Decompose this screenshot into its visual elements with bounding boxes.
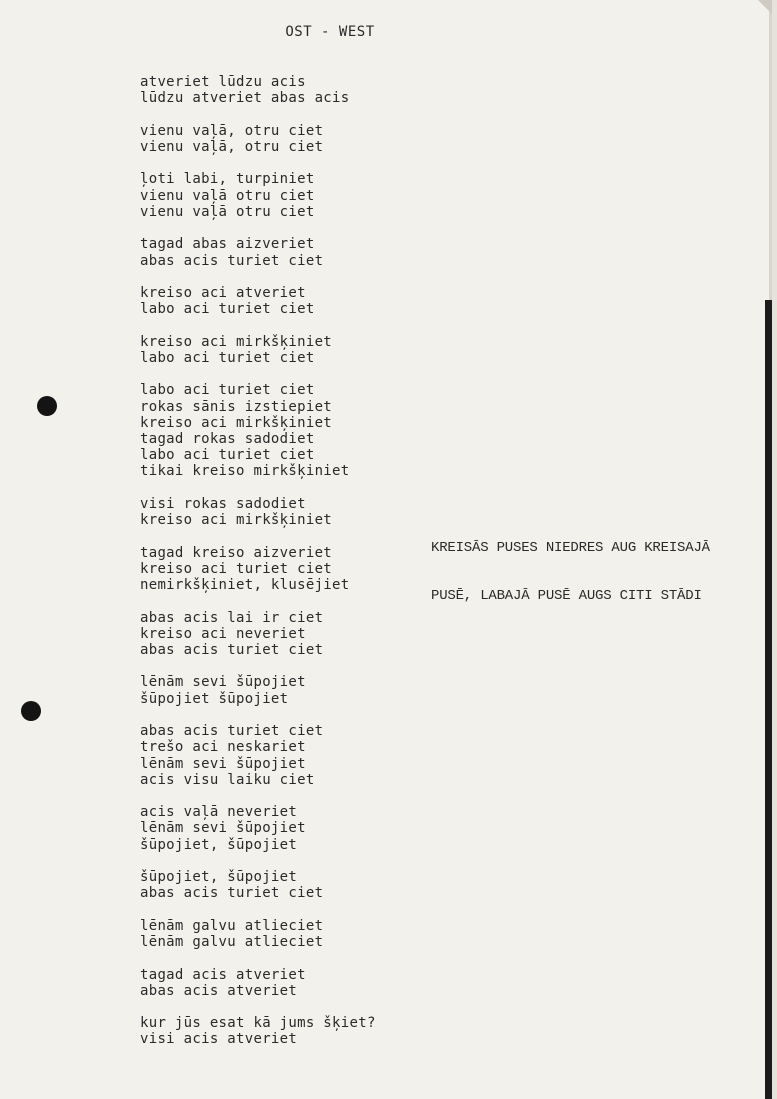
poem-line: tagad kreiso aizveriet <box>140 544 333 561</box>
poem-stanza <box>140 285 376 317</box>
poem-line: lēnām galvu atlieciet <box>140 917 324 934</box>
poem-stanza <box>140 610 376 659</box>
document-title: OST - WEST <box>285 24 375 40</box>
poem-line: ļoti labi, turpiniet <box>140 171 315 188</box>
poem-line: labo aci turiet ciet <box>140 349 315 366</box>
punch-hole-lower <box>21 701 41 721</box>
poem-line: kreiso aci mirkšķiniet <box>140 333 333 350</box>
poem-line: labo aci turiet ciet <box>140 382 315 399</box>
poem-line: šūpojiet, šūpojiet <box>140 836 298 853</box>
poem-line: abas acis atveriet <box>140 982 298 999</box>
poem-line: labo aci turiet ciet <box>140 447 315 464</box>
poem-stanza <box>140 1015 376 1047</box>
poem-stanza <box>140 545 376 594</box>
poem-stanza <box>140 674 376 706</box>
poem-line: vienu vaļā, otru ciet <box>140 122 324 139</box>
poem-line: abas acis turiet ciet <box>140 252 324 269</box>
poem-stanza <box>140 74 376 106</box>
poem-line: vienu vaļā otru ciet <box>140 203 315 220</box>
poem-stanza <box>140 496 376 528</box>
side-note-line: PUSĒ, LABAJĀ PUSĒ AUGS CITI STĀDI <box>431 588 702 604</box>
poem-line: tagad abas aizveriet <box>140 236 315 253</box>
poem-line: lēnām galvu atlieciet <box>140 934 324 951</box>
poem-line: lēnām sevi šūpojiet <box>140 820 306 837</box>
poem-line: acis visu laiku ciet <box>140 771 315 788</box>
poem-line: abas acis turiet ciet <box>140 723 324 740</box>
poem-line: visi acis atveriet <box>140 1031 298 1048</box>
poem-stanza <box>140 804 376 853</box>
poem-stanza <box>140 334 376 366</box>
side-note-line: KREISĀS PUSES NIEDRES AUG KREISAJĀ <box>431 540 710 556</box>
poem-line: vienu vaļā, otru ciet <box>140 138 324 155</box>
poem-line: abas acis turiet ciet <box>140 885 324 902</box>
poem-line: rokas sānis izstiepiet <box>140 398 333 415</box>
poem-line: šūpojiet, šūpojiet <box>140 869 298 886</box>
poem-line: tagad rokas sadodiet <box>140 431 315 448</box>
poem-line: labo aci turiet ciet <box>140 301 315 318</box>
poem-line: kreiso aci turiet ciet <box>140 560 333 577</box>
scan-edge-shadow <box>765 300 772 1099</box>
poem-body <box>140 74 376 1064</box>
poem-line: kreiso aci mirkšķiniet <box>140 512 333 529</box>
poem-line: lēnām sevi šūpojiet <box>140 674 306 691</box>
poem-line: visi rokas sadodiet <box>140 495 306 512</box>
poem-stanza <box>140 123 376 155</box>
poem-line: vienu vaļā otru ciet <box>140 187 315 204</box>
poem-stanza <box>140 918 376 950</box>
poem-stanza <box>140 967 376 999</box>
poem-line: kur jūs esat kā jums šķiet? <box>140 1015 376 1032</box>
poem-stanza <box>140 723 376 788</box>
poem-line: atveriet lūdzu acis <box>140 74 306 90</box>
poem-line: kreiso aci neveriet <box>140 625 306 642</box>
poem-line: lēnām sevi šūpojiet <box>140 755 306 772</box>
poem-line: abas acis turiet ciet <box>140 641 324 658</box>
poem-stanza <box>140 171 376 220</box>
poem-line: kreiso aci mirkšķiniet <box>140 414 333 431</box>
poem-stanza <box>140 869 376 901</box>
side-note <box>431 508 710 636</box>
poem-line: trešo aci neskariet <box>140 739 306 756</box>
poem-line: tagad acis atveriet <box>140 966 306 983</box>
poem-stanza <box>140 382 376 479</box>
punch-hole-upper <box>37 396 57 416</box>
poem-line: tikai kreiso mirkšķiniet <box>140 463 350 480</box>
poem-line: acis vaļā neveriet <box>140 804 298 821</box>
poem-line: nemirkšķiniet, klusējiet <box>140 577 350 594</box>
poem-stanza <box>140 236 376 268</box>
poem-line: šūpojiet šūpojiet <box>140 690 289 707</box>
poem-line: abas acis lai ir ciet <box>140 609 324 626</box>
poem-line: kreiso aci atveriet <box>140 285 306 302</box>
folded-corner <box>758 0 772 14</box>
poem-line: lūdzu atveriet abas acis <box>140 90 350 107</box>
